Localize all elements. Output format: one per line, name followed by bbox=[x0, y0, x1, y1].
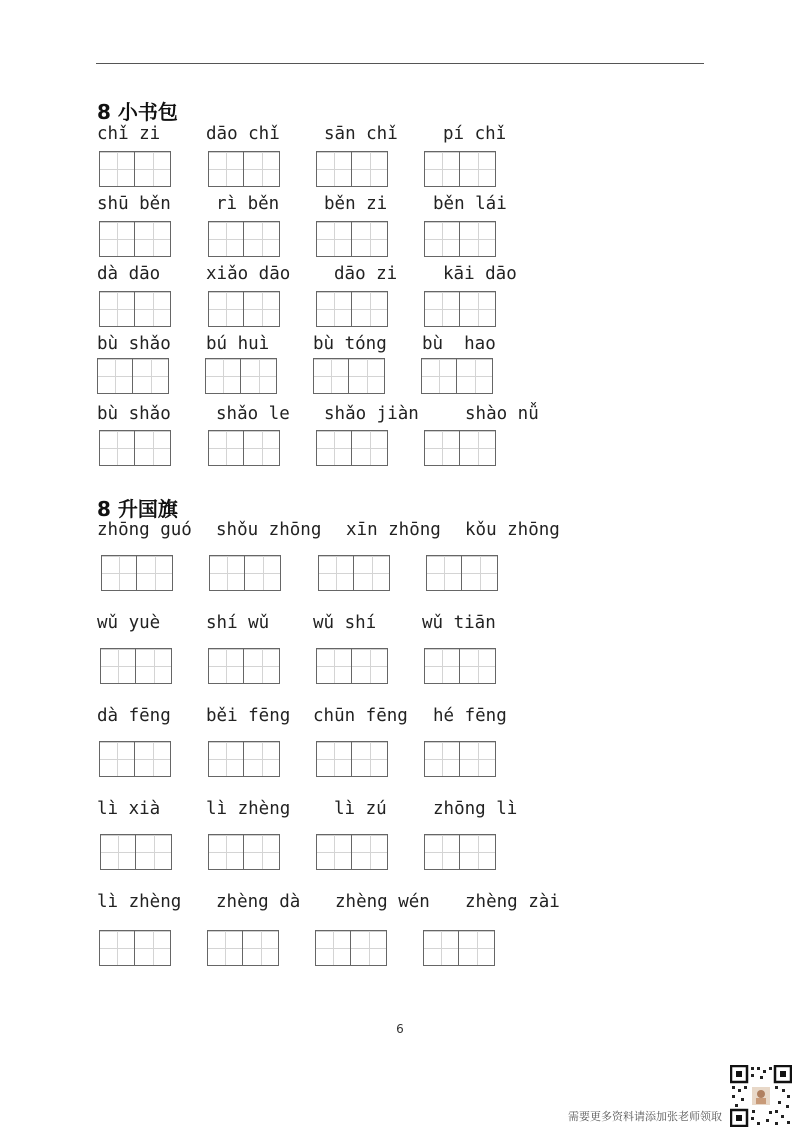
pinyin-label: rì běn bbox=[216, 194, 280, 214]
writing-box[interactable] bbox=[99, 291, 171, 327]
writing-box[interactable] bbox=[424, 834, 496, 870]
writing-box[interactable] bbox=[99, 221, 171, 257]
pinyin-label: shí wǔ bbox=[206, 613, 270, 633]
writing-box[interactable] bbox=[424, 741, 496, 777]
pinyin-label: lì xià bbox=[97, 799, 161, 819]
pinyin-label: kǒu zhōng bbox=[465, 520, 560, 540]
writing-box[interactable] bbox=[100, 834, 172, 870]
page-number: 6 bbox=[396, 1022, 404, 1036]
pinyin-label: shū běn bbox=[97, 194, 171, 214]
pinyin-label: shǒu zhōng bbox=[216, 520, 322, 540]
pinyin-label: xīn zhōng bbox=[346, 520, 441, 540]
writing-box[interactable] bbox=[313, 358, 385, 394]
writing-box[interactable] bbox=[208, 221, 280, 257]
pinyin-label: dà dāo bbox=[97, 264, 161, 284]
pinyin-label: pí chǐ bbox=[443, 124, 507, 144]
footer-note: 需要更多资料请添加张老师领取 bbox=[568, 1110, 722, 1123]
writing-box[interactable] bbox=[423, 930, 495, 966]
writing-box[interactable] bbox=[208, 151, 280, 187]
pinyin-label: zhōng lì bbox=[433, 799, 518, 819]
pinyin-label: xiǎo dāo bbox=[206, 264, 291, 284]
pinyin-label: shǎo le bbox=[216, 404, 290, 424]
pinyin-label: wǔ tiān bbox=[422, 613, 496, 633]
writing-box[interactable] bbox=[424, 291, 496, 327]
writing-box[interactable] bbox=[208, 834, 280, 870]
pinyin-label: shào nǚ bbox=[465, 404, 539, 424]
pinyin-label: zhèng zài bbox=[465, 892, 560, 912]
writing-box[interactable] bbox=[316, 834, 388, 870]
pinyin-label: běn zi bbox=[324, 194, 388, 214]
writing-box[interactable] bbox=[316, 648, 388, 684]
pinyin-label: bù shǎo bbox=[97, 404, 171, 424]
writing-box[interactable] bbox=[101, 555, 173, 591]
writing-box[interactable] bbox=[207, 930, 279, 966]
pinyin-label: dāo zi bbox=[334, 264, 398, 284]
pinyin-label: běn lái bbox=[433, 194, 507, 214]
pinyin-label: zhèng dà bbox=[216, 892, 301, 912]
writing-box[interactable] bbox=[99, 930, 171, 966]
writing-box[interactable] bbox=[208, 430, 280, 466]
writing-box[interactable] bbox=[426, 555, 498, 591]
writing-box[interactable] bbox=[424, 221, 496, 257]
header-rule bbox=[96, 63, 704, 64]
writing-box[interactable] bbox=[424, 648, 496, 684]
writing-box[interactable] bbox=[316, 291, 388, 327]
writing-box[interactable] bbox=[205, 358, 277, 394]
section-title: 8 升国旗 bbox=[97, 497, 178, 521]
writing-box[interactable] bbox=[209, 555, 281, 591]
pinyin-label: wǔ yuè bbox=[97, 613, 161, 633]
writing-box[interactable] bbox=[99, 430, 171, 466]
pinyin-label: hé fēng bbox=[433, 706, 507, 726]
pinyin-label: lì zhèng bbox=[206, 799, 291, 819]
writing-box[interactable] bbox=[208, 648, 280, 684]
pinyin-label: lì zú bbox=[334, 799, 387, 819]
pinyin-label: sān chǐ bbox=[324, 124, 398, 144]
pinyin-label: lì zhèng bbox=[97, 892, 182, 912]
writing-box[interactable] bbox=[100, 648, 172, 684]
pinyin-label: wǔ shí bbox=[313, 613, 377, 633]
pinyin-label: chūn fēng bbox=[313, 706, 408, 726]
pinyin-label: dāo chǐ bbox=[206, 124, 280, 144]
pinyin-label: zhèng wén bbox=[335, 892, 430, 912]
writing-box[interactable] bbox=[99, 741, 171, 777]
writing-box[interactable] bbox=[424, 151, 496, 187]
pinyin-label: chǐ zi bbox=[97, 124, 161, 144]
writing-box[interactable] bbox=[315, 930, 387, 966]
writing-box[interactable] bbox=[424, 430, 496, 466]
pinyin-label: kāi dāo bbox=[443, 264, 517, 284]
writing-box[interactable] bbox=[316, 430, 388, 466]
writing-box[interactable] bbox=[316, 221, 388, 257]
writing-box[interactable] bbox=[208, 291, 280, 327]
pinyin-label: bú huì bbox=[206, 334, 270, 354]
pinyin-label: bù shǎo bbox=[97, 334, 171, 354]
pinyin-label: bù tóng bbox=[313, 334, 387, 354]
pinyin-label: bù hao bbox=[422, 334, 496, 354]
pinyin-label: shǎo jiàn bbox=[324, 404, 419, 424]
pinyin-label: zhōng guó bbox=[97, 520, 192, 540]
pinyin-label: dà fēng bbox=[97, 706, 171, 726]
writing-box[interactable] bbox=[99, 151, 171, 187]
qr-code-icon bbox=[730, 1065, 792, 1127]
pinyin-label: běi fēng bbox=[206, 706, 291, 726]
writing-box[interactable] bbox=[318, 555, 390, 591]
section-title: 8 小书包 bbox=[97, 100, 178, 124]
writing-box[interactable] bbox=[97, 358, 169, 394]
writing-box[interactable] bbox=[316, 741, 388, 777]
writing-box[interactable] bbox=[208, 741, 280, 777]
writing-box[interactable] bbox=[421, 358, 493, 394]
writing-box[interactable] bbox=[316, 151, 388, 187]
